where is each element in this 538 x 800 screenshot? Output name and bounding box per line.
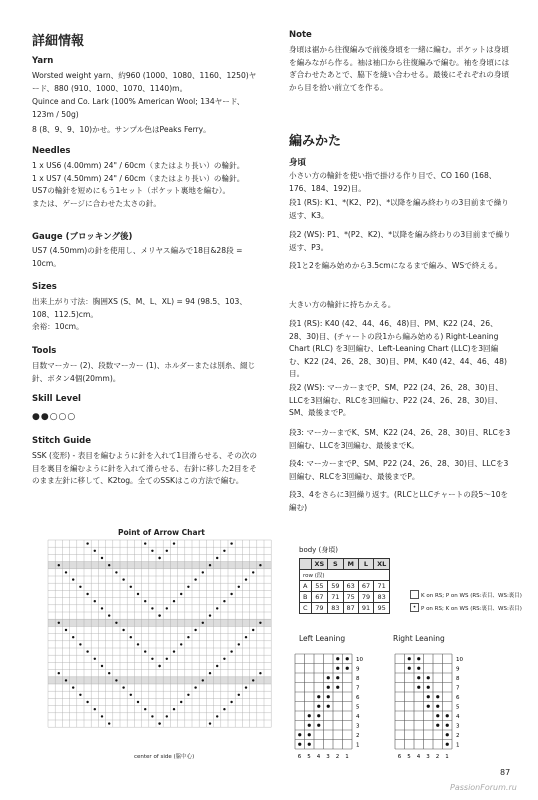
chart-dot xyxy=(180,701,182,703)
chart-dot xyxy=(216,557,218,559)
chart-dot xyxy=(130,586,132,588)
body-text-2: 段1 (RS): K1、*(K2、P2)、*以降を編み終わりの3目前まで繰り返す、K3。 xyxy=(289,198,509,220)
col-number: 3 xyxy=(326,754,330,760)
table-cell: 71 xyxy=(374,581,390,592)
table-cell: A xyxy=(300,581,312,592)
table-header: M xyxy=(343,559,358,570)
col-number: 4 xyxy=(316,754,321,760)
chart-dot xyxy=(86,650,88,652)
chart-dot xyxy=(436,695,439,698)
table-cell: 79 xyxy=(358,592,373,603)
left-leaning-title: Left Leaning xyxy=(299,634,346,643)
chart-dot xyxy=(298,733,301,736)
row-number: 2 xyxy=(356,732,360,739)
chart-dot xyxy=(58,564,60,566)
table-cell: 83 xyxy=(328,603,343,614)
row-number: 8 xyxy=(456,675,460,682)
chart-dot xyxy=(58,672,60,674)
col-number: 6 xyxy=(297,754,302,760)
note-heading: Note xyxy=(289,30,312,40)
body-text-4: 段1と2を編み始めから3.5cmになるまで編み、WSで終える。 xyxy=(289,261,503,270)
chart-dot xyxy=(209,564,211,566)
chart-dot xyxy=(173,708,175,710)
chart-dot xyxy=(408,667,411,670)
chart-dot xyxy=(317,724,320,727)
chart-dot xyxy=(166,658,168,660)
chart-dot xyxy=(144,650,146,652)
chart-dot xyxy=(209,672,211,674)
chart-dot xyxy=(65,679,67,681)
table-header: S xyxy=(328,559,343,570)
chart-dot xyxy=(108,722,110,724)
yarn-heading: Yarn xyxy=(32,56,54,66)
chart-dot xyxy=(86,701,88,703)
chart-dot xyxy=(446,733,449,736)
row-number: 3 xyxy=(456,723,460,730)
table-row xyxy=(300,581,390,592)
chart-dot xyxy=(86,542,88,544)
chart-dot xyxy=(115,571,117,573)
size-row-table xyxy=(299,558,390,614)
chart-dot xyxy=(446,743,449,746)
chart-dot xyxy=(151,658,153,660)
row-number: 5 xyxy=(356,704,360,711)
chart-dot xyxy=(158,557,160,559)
table-row xyxy=(300,592,390,603)
chart-dot xyxy=(230,650,232,652)
row-number: 9 xyxy=(356,666,360,673)
chart-dot xyxy=(317,714,320,717)
chart-dot xyxy=(108,672,110,674)
chart-dot xyxy=(94,550,96,552)
yarn-text-3: 8 (8、9、9、10)かせ。サンプル色はPeaks Ferry。 xyxy=(32,125,211,134)
chart-dot xyxy=(223,708,225,710)
needles-heading: Needles xyxy=(32,146,71,156)
chart-dot xyxy=(158,614,160,616)
col-number: 2 xyxy=(435,754,440,760)
col-number: 1 xyxy=(445,754,449,760)
chart-dot xyxy=(173,542,175,544)
col-number: 5 xyxy=(307,754,311,760)
chart-dot xyxy=(115,622,117,624)
chart-dot xyxy=(94,708,96,710)
chart-dot xyxy=(223,550,225,552)
chart-dot xyxy=(101,665,103,667)
legend-p-label: P on RS; K on WS (RS:裏目、WS:表目) xyxy=(421,606,522,612)
row-number: 6 xyxy=(456,694,460,701)
chart-dot xyxy=(216,715,218,717)
chart-dot xyxy=(252,571,254,573)
chart-dot xyxy=(308,714,311,717)
page-number: 87 xyxy=(500,768,511,777)
row-number: 7 xyxy=(456,685,460,692)
row-number: 7 xyxy=(356,685,360,692)
chart-dot xyxy=(158,722,160,724)
chart-dot xyxy=(427,686,430,689)
chart-dot xyxy=(216,665,218,667)
chart-dot xyxy=(122,629,124,631)
chart-dot xyxy=(327,705,330,708)
chart-dot xyxy=(317,705,320,708)
table-cell: 55 xyxy=(311,581,328,592)
table-header: XL xyxy=(374,559,390,570)
chart-dot xyxy=(101,715,103,717)
chart-dot xyxy=(72,686,74,688)
legend-k-box xyxy=(410,590,419,599)
body-text-3: 段2 (WS): P1、*(P2、K2)、*以降を編み終わりの3目前まで繰り返す、P3。 xyxy=(289,230,511,252)
table-cell: 79 xyxy=(311,603,328,614)
chart-dot xyxy=(202,571,204,573)
body-text-6: 段1 (RS): K40 (42、44、46、48)目、PM、K22 (24、26、28、30)目、(チャートの段1から編み始める) Right-Leaning Chart (RLC) を3回編む、Left-Leaning Chart (LLC)を3回編む、K22 (24、26、28、30)目、PM、K40 (42、44、46、48)目。 xyxy=(289,319,507,378)
table-cell: 67 xyxy=(358,581,373,592)
sizes-text: 出来上がり寸法：胸囲XS (S、M、L、XL) = 94 (98.5、103、108、112.5)cm。 余裕：10cm。 xyxy=(32,297,247,331)
arrow-chart-title: Point of Arrow Chart xyxy=(118,528,205,537)
chart-dot xyxy=(65,571,67,573)
chart-dot xyxy=(79,643,81,645)
gauge-heading: Gauge (ブロッキング後) xyxy=(32,232,133,242)
table-cell: 95 xyxy=(374,603,390,614)
table-header: XS xyxy=(311,559,328,570)
chart-dot xyxy=(346,667,349,670)
yarn-text-2: Quince and Co. Lark (100% American Wool; 134ヤード、123m / 50g) xyxy=(32,97,245,119)
chart-dot xyxy=(173,650,175,652)
chart-dot xyxy=(346,657,349,660)
chart-dot xyxy=(298,743,301,746)
chart-dot xyxy=(216,607,218,609)
col-number: 1 xyxy=(345,754,349,760)
chart-dot xyxy=(108,564,110,566)
table-cell: 67 xyxy=(311,592,328,603)
chart-dot xyxy=(259,672,261,674)
chart-dot xyxy=(245,636,247,638)
arrow-chart-grid xyxy=(42,538,278,738)
chart-dot xyxy=(122,578,124,580)
chart-dot xyxy=(194,578,196,580)
chart-dot xyxy=(223,600,225,602)
chart-dot xyxy=(180,643,182,645)
table-header: L xyxy=(358,559,373,570)
chart-dot xyxy=(187,586,189,588)
table-cell: 75 xyxy=(343,592,358,603)
chart-dot xyxy=(223,658,225,660)
chart-dot xyxy=(259,622,261,624)
gauge-text: US7 (4.50mm)の針を使用し、メリヤス編みで18目&28段 = 10cm。 xyxy=(32,246,243,268)
stitch-guide-heading: Stitch Guide xyxy=(32,436,92,446)
table-row xyxy=(300,603,390,614)
chart-dot xyxy=(79,586,81,588)
chart-dot xyxy=(209,722,211,724)
chart-dot xyxy=(137,643,139,645)
watermark: PassionForum.ru xyxy=(450,783,517,792)
left-leaning-chart xyxy=(287,650,387,766)
chart-dot xyxy=(151,715,153,717)
chart-dot xyxy=(245,578,247,580)
chart-dot xyxy=(202,622,204,624)
chart-dot xyxy=(122,686,124,688)
note-text: 身頃は裾から往復編みで前後身頃を一緒に編む。ポケットは身頃を編みながら作る。袖は袖口から往復編みで編む。袖を身頃にはぎ合わせたあとで、脇下を縫い合わせる。最後にそれぞれの身頃から目を拾い前立てを作る。 xyxy=(289,45,510,92)
section-title-details: 詳細情報 xyxy=(32,34,85,49)
chart-dot xyxy=(101,557,103,559)
chart-dot xyxy=(144,708,146,710)
col-number: 4 xyxy=(416,754,421,760)
skill-heading: Skill Level xyxy=(32,394,81,404)
sizes-heading: Sizes xyxy=(32,282,57,292)
chart-dot xyxy=(336,686,339,689)
chart-dot xyxy=(427,705,430,708)
chart-dot xyxy=(72,636,74,638)
chart-dot xyxy=(446,714,449,717)
body-heading: 身頃 xyxy=(289,158,307,168)
table-cell: 59 xyxy=(328,581,343,592)
arrow-chart-caption: center of side (脇中心) xyxy=(134,754,195,760)
chart-dot xyxy=(417,686,420,689)
col-number: 2 xyxy=(335,754,340,760)
chart-dot xyxy=(144,600,146,602)
chart-dot xyxy=(417,667,420,670)
body-text-5: 大きい方の輪針に持ちかえる。 xyxy=(289,300,396,309)
chart-dot xyxy=(238,694,240,696)
chart-dot xyxy=(336,667,339,670)
legend-p-box: • xyxy=(410,603,419,612)
right-leaning-title: Right Leaning xyxy=(393,634,445,643)
row-number: 8 xyxy=(356,675,360,682)
row-number: 4 xyxy=(456,713,460,720)
chart-dot xyxy=(72,578,74,580)
legend-k-label: K on RS; P on WS (RS:表目、WS:裏目) xyxy=(421,593,522,599)
chart-dot xyxy=(65,629,67,631)
chart-dot xyxy=(187,694,189,696)
body-text-10: 段3、4をさらに3回繰り返す。(RLCとLLCチャートの段5～10を編む) xyxy=(289,490,509,512)
chart-dot xyxy=(86,593,88,595)
chart-dot xyxy=(94,658,96,660)
row-number: 1 xyxy=(356,742,360,749)
chart-dot xyxy=(144,542,146,544)
body-text-9: 段4: マーカーまでP、SM、P22 (24、26、28、30)目、LLCを3回編む、RLCを3回編む、最後までP。 xyxy=(289,459,509,481)
row-number: 5 xyxy=(456,704,460,711)
chart-dot xyxy=(151,550,153,552)
row-number: 2 xyxy=(456,732,460,739)
table-cell: 83 xyxy=(374,592,390,603)
chart-dot xyxy=(151,607,153,609)
chart-dot xyxy=(317,695,320,698)
chart-dot xyxy=(252,679,254,681)
body-text-1: 小さい方の輪針を使い指で掛ける作り目で、CO 160 (168、176、184、192)目。 xyxy=(289,171,497,193)
chart-dot xyxy=(327,686,330,689)
body-text-7: 段2 (WS): マーカーまでP、SM、P22 (24、26、28、30)目、LLCを3回編む、RLCを3回編む、P22 (24、26、28、30)目、SM、最後までP。 xyxy=(289,383,503,417)
section-title-method: 編みかた xyxy=(289,134,342,149)
chart-dot xyxy=(230,701,232,703)
row-label: row (段) xyxy=(300,570,390,581)
chart-dot xyxy=(308,724,311,727)
chart-dot xyxy=(58,622,60,624)
chart-dot xyxy=(308,733,311,736)
table-header xyxy=(300,559,312,570)
chart-dot xyxy=(417,657,420,660)
chart-dot xyxy=(166,607,168,609)
chart-dot xyxy=(446,724,449,727)
row-number: 10 xyxy=(456,656,463,663)
table-cell: 63 xyxy=(343,581,358,592)
chart-dot xyxy=(436,714,439,717)
chart-dot xyxy=(336,676,339,679)
row-number: 10 xyxy=(356,656,363,663)
chart-dot xyxy=(230,542,232,544)
stitch-guide-text: SSK (変形) - 表目を編むように針を入れて1目滑らせる、その次の目を裏目を編むように針を入れて滑らせる、右針に移した2目をそのまま左針に移して、K2tog。全てのSSKはこの方法で編む。 xyxy=(32,451,257,485)
right-leaning-chart xyxy=(387,650,487,766)
table-title: body (身頃) xyxy=(299,546,338,554)
row-number: 1 xyxy=(456,742,460,749)
col-number: 5 xyxy=(407,754,411,760)
yarn-text-1: Worsted weight yarn、約960 (1000、1080、1160、1250)ヤード、880 (910、1000、1070、1140)m。 xyxy=(32,71,257,93)
chart-dot xyxy=(187,636,189,638)
row-number: 6 xyxy=(356,694,360,701)
chart-dot xyxy=(115,679,117,681)
chart-dot xyxy=(173,600,175,602)
chart-dot xyxy=(417,676,420,679)
chart-dot xyxy=(130,694,132,696)
chart-dot xyxy=(137,593,139,595)
chart-dot xyxy=(252,629,254,631)
table-cell: 71 xyxy=(328,592,343,603)
chart-dot xyxy=(166,550,168,552)
chart-dot xyxy=(427,695,430,698)
table-cell: 87 xyxy=(343,603,358,614)
col-number: 3 xyxy=(426,754,430,760)
chart-dot xyxy=(202,679,204,681)
chart-dot xyxy=(194,629,196,631)
row-number: 4 xyxy=(356,713,360,720)
chart-dot xyxy=(436,705,439,708)
chart-dot xyxy=(408,657,411,660)
chart-dot xyxy=(79,694,81,696)
chart-dot xyxy=(230,593,232,595)
chart-dot xyxy=(209,614,211,616)
needles-text: 1 x US6 (4.00mm) 24" / 60cm（またはより長い）の輪針。 1 x US7 (4.50mm) 24" / 60cm（またはより長い）の輪針。 US7の輪針を短めにもう1セット（ポケット裏地を編む）。 または、ゲージに合わせた太さの針。 xyxy=(32,161,245,208)
row-number: 3 xyxy=(356,723,360,730)
chart-dot xyxy=(308,743,311,746)
chart-dot xyxy=(137,701,139,703)
chart-dot xyxy=(166,715,168,717)
table-cell: B xyxy=(300,592,312,603)
body-text-8: 段3: マーカーまでK、SM、K22 (24、26、28、30)目、RLCを3回編む、LLCを3回編む、最後までK。 xyxy=(289,428,511,450)
chart-dot xyxy=(238,586,240,588)
chart-dot xyxy=(327,695,330,698)
skill-level-dots: ●●○○○ xyxy=(32,412,77,422)
chart-dot xyxy=(108,614,110,616)
chart-dot xyxy=(259,564,261,566)
chart-dot xyxy=(101,607,103,609)
chart-dot xyxy=(327,676,330,679)
chart-dot xyxy=(158,665,160,667)
chart-dot xyxy=(245,686,247,688)
tools-heading: Tools xyxy=(32,346,57,356)
chart-dot xyxy=(180,593,182,595)
col-number: 6 xyxy=(397,754,402,760)
row-number: 9 xyxy=(456,666,460,673)
chart-dot xyxy=(94,600,96,602)
chart-dot xyxy=(194,686,196,688)
chart-dot xyxy=(427,676,430,679)
table-cell: C xyxy=(300,603,312,614)
chart-dot xyxy=(336,657,339,660)
chart-dot xyxy=(130,636,132,638)
tools-text: 目数マーカー (2)、段数マーカー (1)、ホルダーまたは別糸、綴じ針、ボタン4個(20mm)。 xyxy=(32,361,256,383)
chart-dot xyxy=(238,643,240,645)
table-cell: 91 xyxy=(358,603,373,614)
chart-dot xyxy=(436,724,439,727)
